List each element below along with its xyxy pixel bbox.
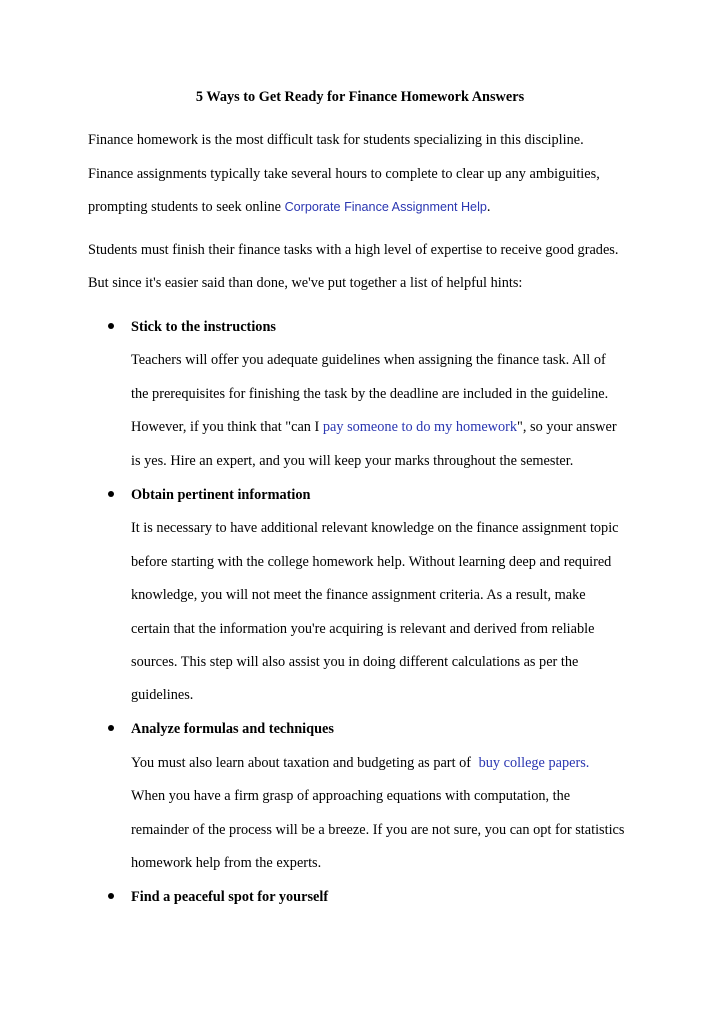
bullet2-line-5: sources. This step will also assist you in doing different calculations as per the	[131, 654, 579, 670]
para2-line-2: But since it's easier said than done, we've put together a list of helpful hints:	[88, 275, 523, 291]
bullet-dot-icon	[108, 893, 114, 899]
intro-line-3-end: .	[486, 199, 491, 215]
bullet2-line-4: certain that the information you're acquiring is relevant and derived from reliable	[131, 621, 595, 637]
bullet1-line-3-end: ", so your answer	[517, 419, 617, 435]
bullet-heading-instructions: Stick to the instructions	[131, 319, 276, 335]
bullet-dot-icon	[108, 725, 114, 731]
bullet2-line-2: before starting with the college homework help. Without learning deep and required	[131, 554, 612, 570]
para2-line-1: Students must finish their finance tasks with a high level of expertise to receive good grades.	[88, 242, 619, 258]
bullet1-line-1: Teachers will offer you adequate guidelines when assigning the finance task. All of	[131, 352, 606, 368]
intro-line-1: Finance homework is the most difficult task for students specializing in this discipline.	[88, 132, 584, 148]
bullet2-line-6: guidelines.	[131, 687, 194, 703]
bullet1-line-3-text: However, if you think that "can I	[131, 419, 323, 435]
bullet3-line-3: remainder of the process will be a breeze. If you are not sure, you can opt for statistics	[131, 822, 625, 838]
intro-line-3	[88, 198, 490, 216]
intro-line-2: Finance assignments typically take several hours to complete to clear up any ambiguities,	[88, 166, 600, 182]
corporate-finance-link[interactable]: Corporate Finance Assignment Help	[284, 200, 487, 214]
bullet3-line-1-text: You must also learn about taxation and budgeting as part of	[131, 755, 475, 771]
bullet-heading-information: Obtain pertinent information	[131, 487, 311, 503]
bullet3-line-1-end: .	[585, 755, 590, 771]
bullet3-line-4: homework help from the experts.	[131, 855, 322, 871]
bullet3-line-1	[131, 754, 589, 772]
intro-line-3-text: prompting students to seek online	[88, 199, 285, 215]
bullet-dot-icon	[108, 491, 114, 497]
bullet1-line-2: the prerequisites for finishing the task by the deadline are included in the guideline.	[131, 386, 609, 402]
bullet1-line-4: is yes. Hire an expert, and you will keep your marks throughout the semester.	[131, 453, 574, 469]
bullet2-line-3: knowledge, you will not meet the finance assignment criteria. As a result, make	[131, 587, 586, 603]
bullet-heading-formulas: Analyze formulas and techniques	[131, 721, 334, 737]
page-title: 5 Ways to Get Ready for Finance Homework Answers	[195, 89, 525, 105]
bullet2-line-1: It is necessary to have additional relevant knowledge on the finance assignment topic	[131, 520, 619, 536]
bullet-heading-peaceful-spot: Find a peaceful spot for yourself	[131, 889, 329, 905]
bullet3-line-2: When you have a firm grasp of approaching equations with computation, the	[131, 788, 571, 804]
pay-someone-link[interactable]: pay someone to do my homework	[322, 419, 518, 435]
buy-college-papers-link[interactable]: buy college papers	[478, 755, 586, 771]
bullet1-line-3	[131, 418, 617, 436]
bullet-dot-icon	[108, 323, 114, 329]
